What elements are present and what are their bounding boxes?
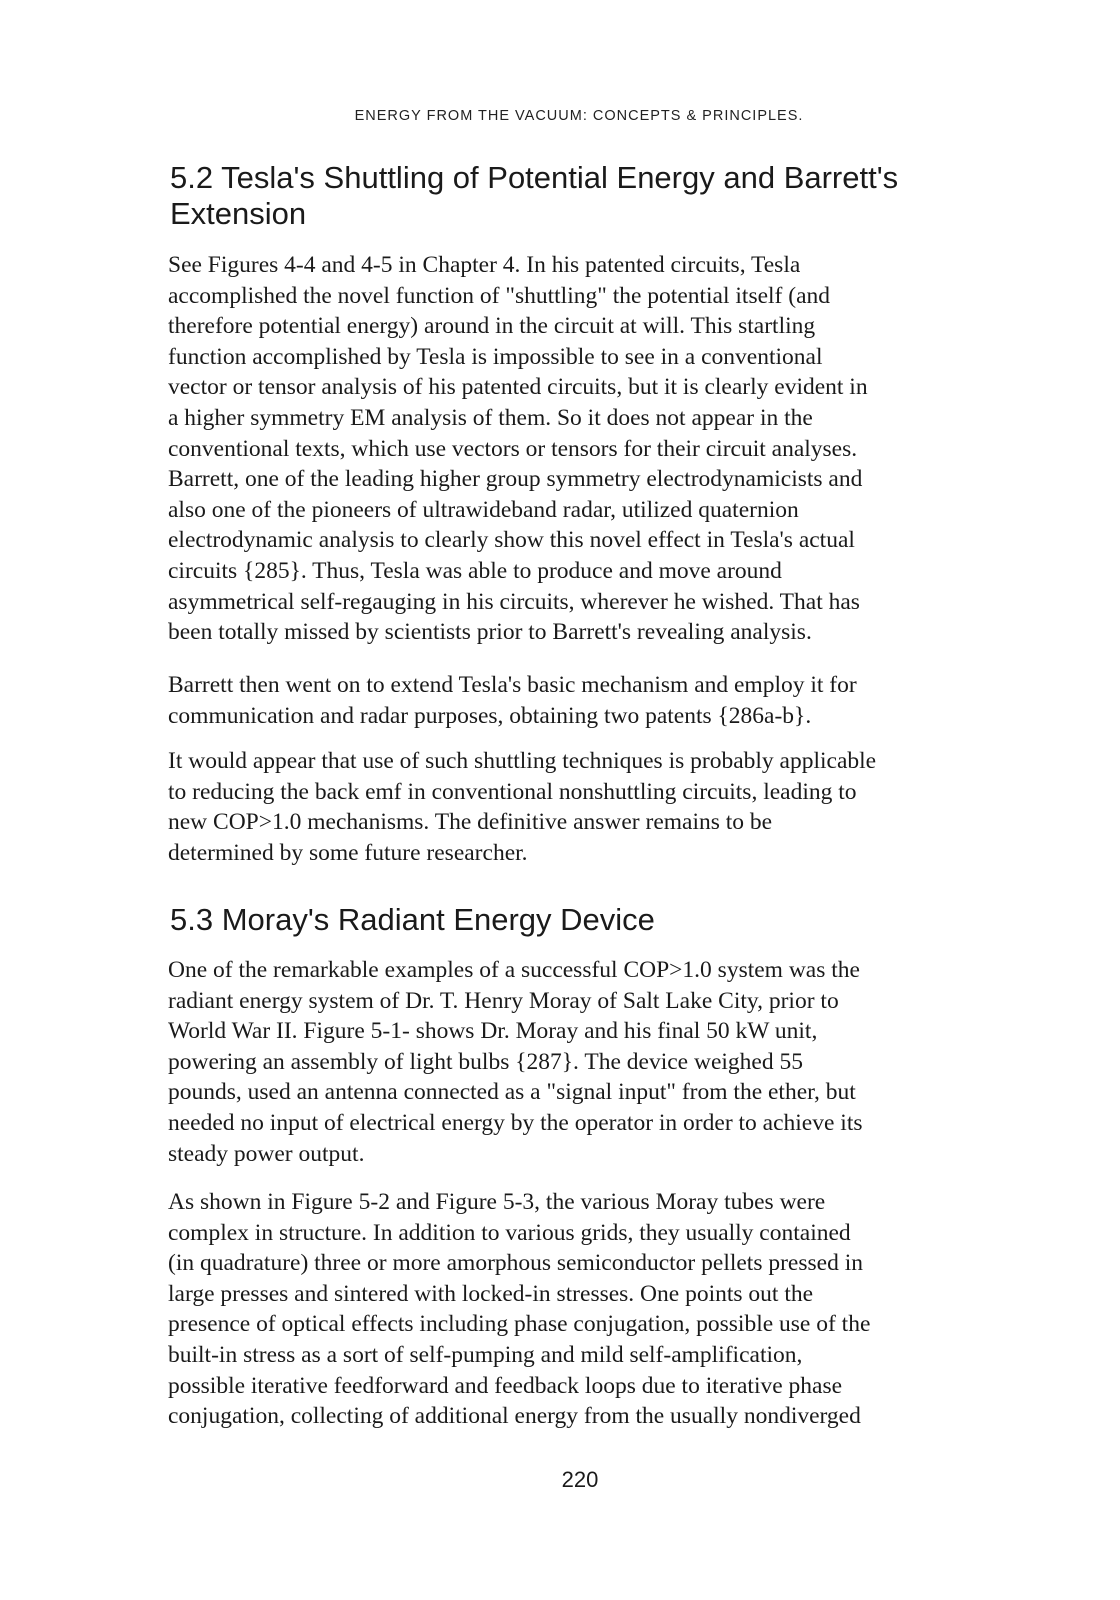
paragraph-shuttling-applicability bbox=[168, 746, 1013, 868]
text-line: electrodynamic analysis to clearly show this novel effect in Tesla's actual bbox=[168, 527, 855, 554]
text-line: built-in stress as a sort of self-pumping and mild self-amplification, bbox=[168, 1341, 803, 1368]
heading-line: Extension bbox=[170, 196, 307, 231]
section-heading-5-2 bbox=[170, 160, 1000, 232]
text-line: accomplished the novel function of "shuttling" the potential itself (and bbox=[168, 282, 831, 309]
text-line: pounds, used an antenna connected as a "signal input" from the ether, but bbox=[168, 1079, 856, 1106]
text-line: vector or tensor analysis of his patented circuits, but it is clearly evident in bbox=[168, 374, 868, 401]
section-heading-5-3 bbox=[170, 902, 1000, 938]
paragraph-moray-tubes bbox=[168, 1187, 1013, 1432]
text-line: large presses and sintered with locked-in stresses. One points out the bbox=[168, 1280, 814, 1307]
text-line: therefore potential energy) around in the circuit at will. This startling bbox=[168, 313, 816, 340]
paragraph-tesla-shuttling bbox=[168, 250, 1013, 648]
text-line: As shown in Figure 5-2 and Figure 5-3, the various Moray tubes were bbox=[168, 1189, 826, 1215]
text-line: possible iterative feedforward and feedback loops due to iterative phase bbox=[168, 1372, 843, 1399]
text-line: function accomplished by Tesla is impossible to see in a conventional bbox=[168, 343, 823, 370]
text-line: complex in structure. In addition to various grids, they usually contained bbox=[168, 1219, 851, 1246]
text-line: conjugation, collecting of additional energy from the usually nondiverged bbox=[168, 1403, 861, 1430]
text-line: powering an assembly of light bulbs {287}. The device weighed 55 bbox=[168, 1048, 803, 1075]
page-number: 220 bbox=[561, 1467, 599, 1492]
text-line: been totally missed by scientists prior to Barrett's revealing analysis. bbox=[168, 619, 812, 646]
running-header: ENERGY FROM THE VACUUM: CONCEPTS & PRINCIPLES. bbox=[354, 108, 804, 124]
text-line: determined by some future researcher. bbox=[168, 839, 528, 866]
text-line: communication and radar purposes, obtaining two patents {286a-b}. bbox=[168, 702, 812, 729]
text-line: Barrett then went on to extend Tesla's basic mechanism and employ it for bbox=[168, 672, 857, 698]
heading-line: 5.2 Tesla's Shuttling of Potential Energy and Barrett's bbox=[170, 160, 899, 195]
text-line: needed no input of electrical energy by the operator in order to achieve its bbox=[168, 1109, 863, 1136]
text-line: See Figures 4-4 and 4-5 in Chapter 4. In his patented circuits, Tesla bbox=[168, 252, 801, 278]
text-line: World War II. Figure 5-1- shows Dr. Moray and his final 50 kW unit, bbox=[168, 1018, 818, 1045]
text-line: presence of optical effects including phase conjugation, possible use of the bbox=[168, 1311, 871, 1338]
text-line: It would appear that use of such shuttling techniques is probably applicable bbox=[168, 748, 877, 774]
text-line: conventional texts, which use vectors or tensors for their circuit analyses. bbox=[168, 435, 858, 462]
text-line: circuits {285}. Thus, Tesla was able to produce and move around bbox=[168, 557, 782, 584]
paragraph-barrett-extension bbox=[168, 670, 1013, 731]
text-line: steady power output. bbox=[168, 1140, 365, 1167]
text-line: radiant energy system of Dr. T. Henry Moray of Salt Lake City, prior to bbox=[168, 987, 839, 1014]
text-line: (in quadrature) three or more amorphous semiconductor pellets pressed in bbox=[168, 1250, 863, 1277]
text-line: to reducing the back emf in conventional nonshuttling circuits, leading to bbox=[168, 778, 857, 805]
text-line: asymmetrical self-regauging in his circuits, wherever he wished. That has bbox=[168, 588, 860, 615]
text-line: new COP>1.0 mechanisms. The definitive answer remains to be bbox=[168, 809, 773, 836]
heading-line: 5.3 Moray's Radiant Energy Device bbox=[170, 902, 655, 937]
paragraph-moray-device bbox=[168, 955, 1013, 1169]
text-line: a higher symmetry EM analysis of them. So it does not appear in the bbox=[168, 404, 813, 431]
text-line: also one of the pioneers of ultrawideband radar, utilized quaternion bbox=[168, 496, 799, 523]
text-line: One of the remarkable examples of a successful COP>1.0 system was the bbox=[168, 957, 860, 983]
text-line: Barrett, one of the leading higher group symmetry electrodynamicists and bbox=[168, 466, 863, 493]
